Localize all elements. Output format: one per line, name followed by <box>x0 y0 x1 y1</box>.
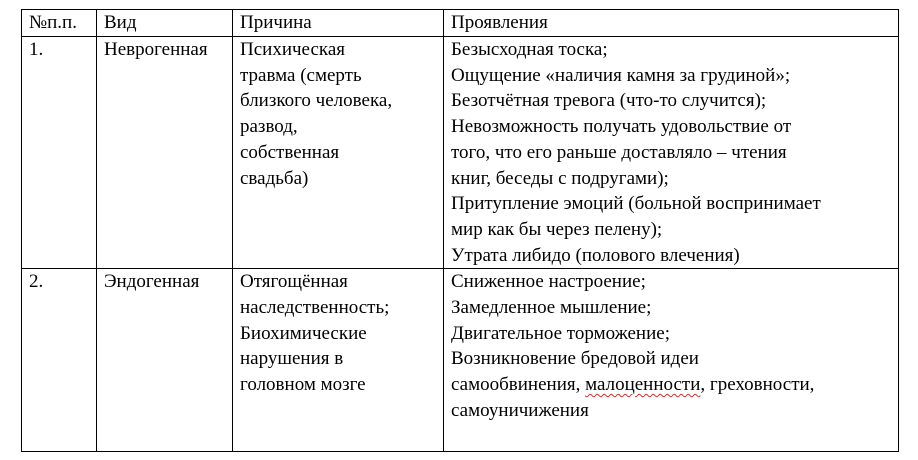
manifestation-line: Двигательное торможение; <box>451 322 670 344</box>
row-manifestations <box>444 37 899 269</box>
header-number: №п.п. <box>22 10 97 37</box>
manifestation-line: мир как бы через пелену); <box>451 218 663 240</box>
row-manifestations <box>444 269 899 452</box>
manifestation-line: Сниженное настроение; <box>451 271 646 293</box>
cause-line: головном мозге <box>240 374 366 396</box>
cause-line: развод, <box>240 116 298 138</box>
row-number: 2. <box>22 269 97 452</box>
manifestation-line: Притупление эмоций (больной воспринимает <box>451 193 821 215</box>
manifestation-line: Безысходная тоска; <box>451 39 608 60</box>
row-number: 1. <box>22 37 97 269</box>
manifestation-line: Возникновение бредовой идеи <box>451 348 699 370</box>
cause-line: травма (смерть <box>240 64 362 86</box>
manifestation-line: того, что его раньше доставляло – чтения <box>451 141 787 163</box>
manifestation-line: Утрата либидо (полового влечения) <box>451 244 740 266</box>
row-cause <box>233 37 444 269</box>
depression-types-table <box>21 9 899 452</box>
manifestation-line: Замедленное мышление; <box>451 297 652 319</box>
manifestation-line: самообвинения, малоценности, греховности, <box>451 374 815 396</box>
header-manifestations: Проявления <box>444 10 899 37</box>
cause-line: свадьба) <box>240 167 309 189</box>
cause-line: нарушения в <box>240 348 344 370</box>
manifestation-line: самоуничижения <box>451 399 589 421</box>
table-header-row <box>22 10 899 37</box>
header-cause: Причина <box>233 10 444 37</box>
header-type: Вид <box>97 10 233 37</box>
cause-line: Отягощённая <box>240 271 348 293</box>
table-row <box>22 37 899 269</box>
cause-line: Биохимические <box>240 322 367 344</box>
cause-line: Психическая <box>240 39 346 60</box>
manifestation-line: Невозможность получать удовольствие от <box>451 116 792 138</box>
row-cause <box>233 269 444 452</box>
row-type: Эндогенная <box>97 269 233 452</box>
manifestation-line: книг, беседы с подругами); <box>451 167 669 189</box>
row-type: Неврогенная <box>97 37 233 269</box>
manifestation-line: Ощущение «наличия камня за грудиной»; <box>451 64 791 86</box>
manifestation-line: Безотчётная тревога (что-то случится); <box>451 90 767 112</box>
cause-line: близкого человека, <box>240 90 393 112</box>
cause-line: наследственность; <box>240 297 390 319</box>
table-row <box>22 269 899 452</box>
cause-line: собственная <box>240 141 340 163</box>
